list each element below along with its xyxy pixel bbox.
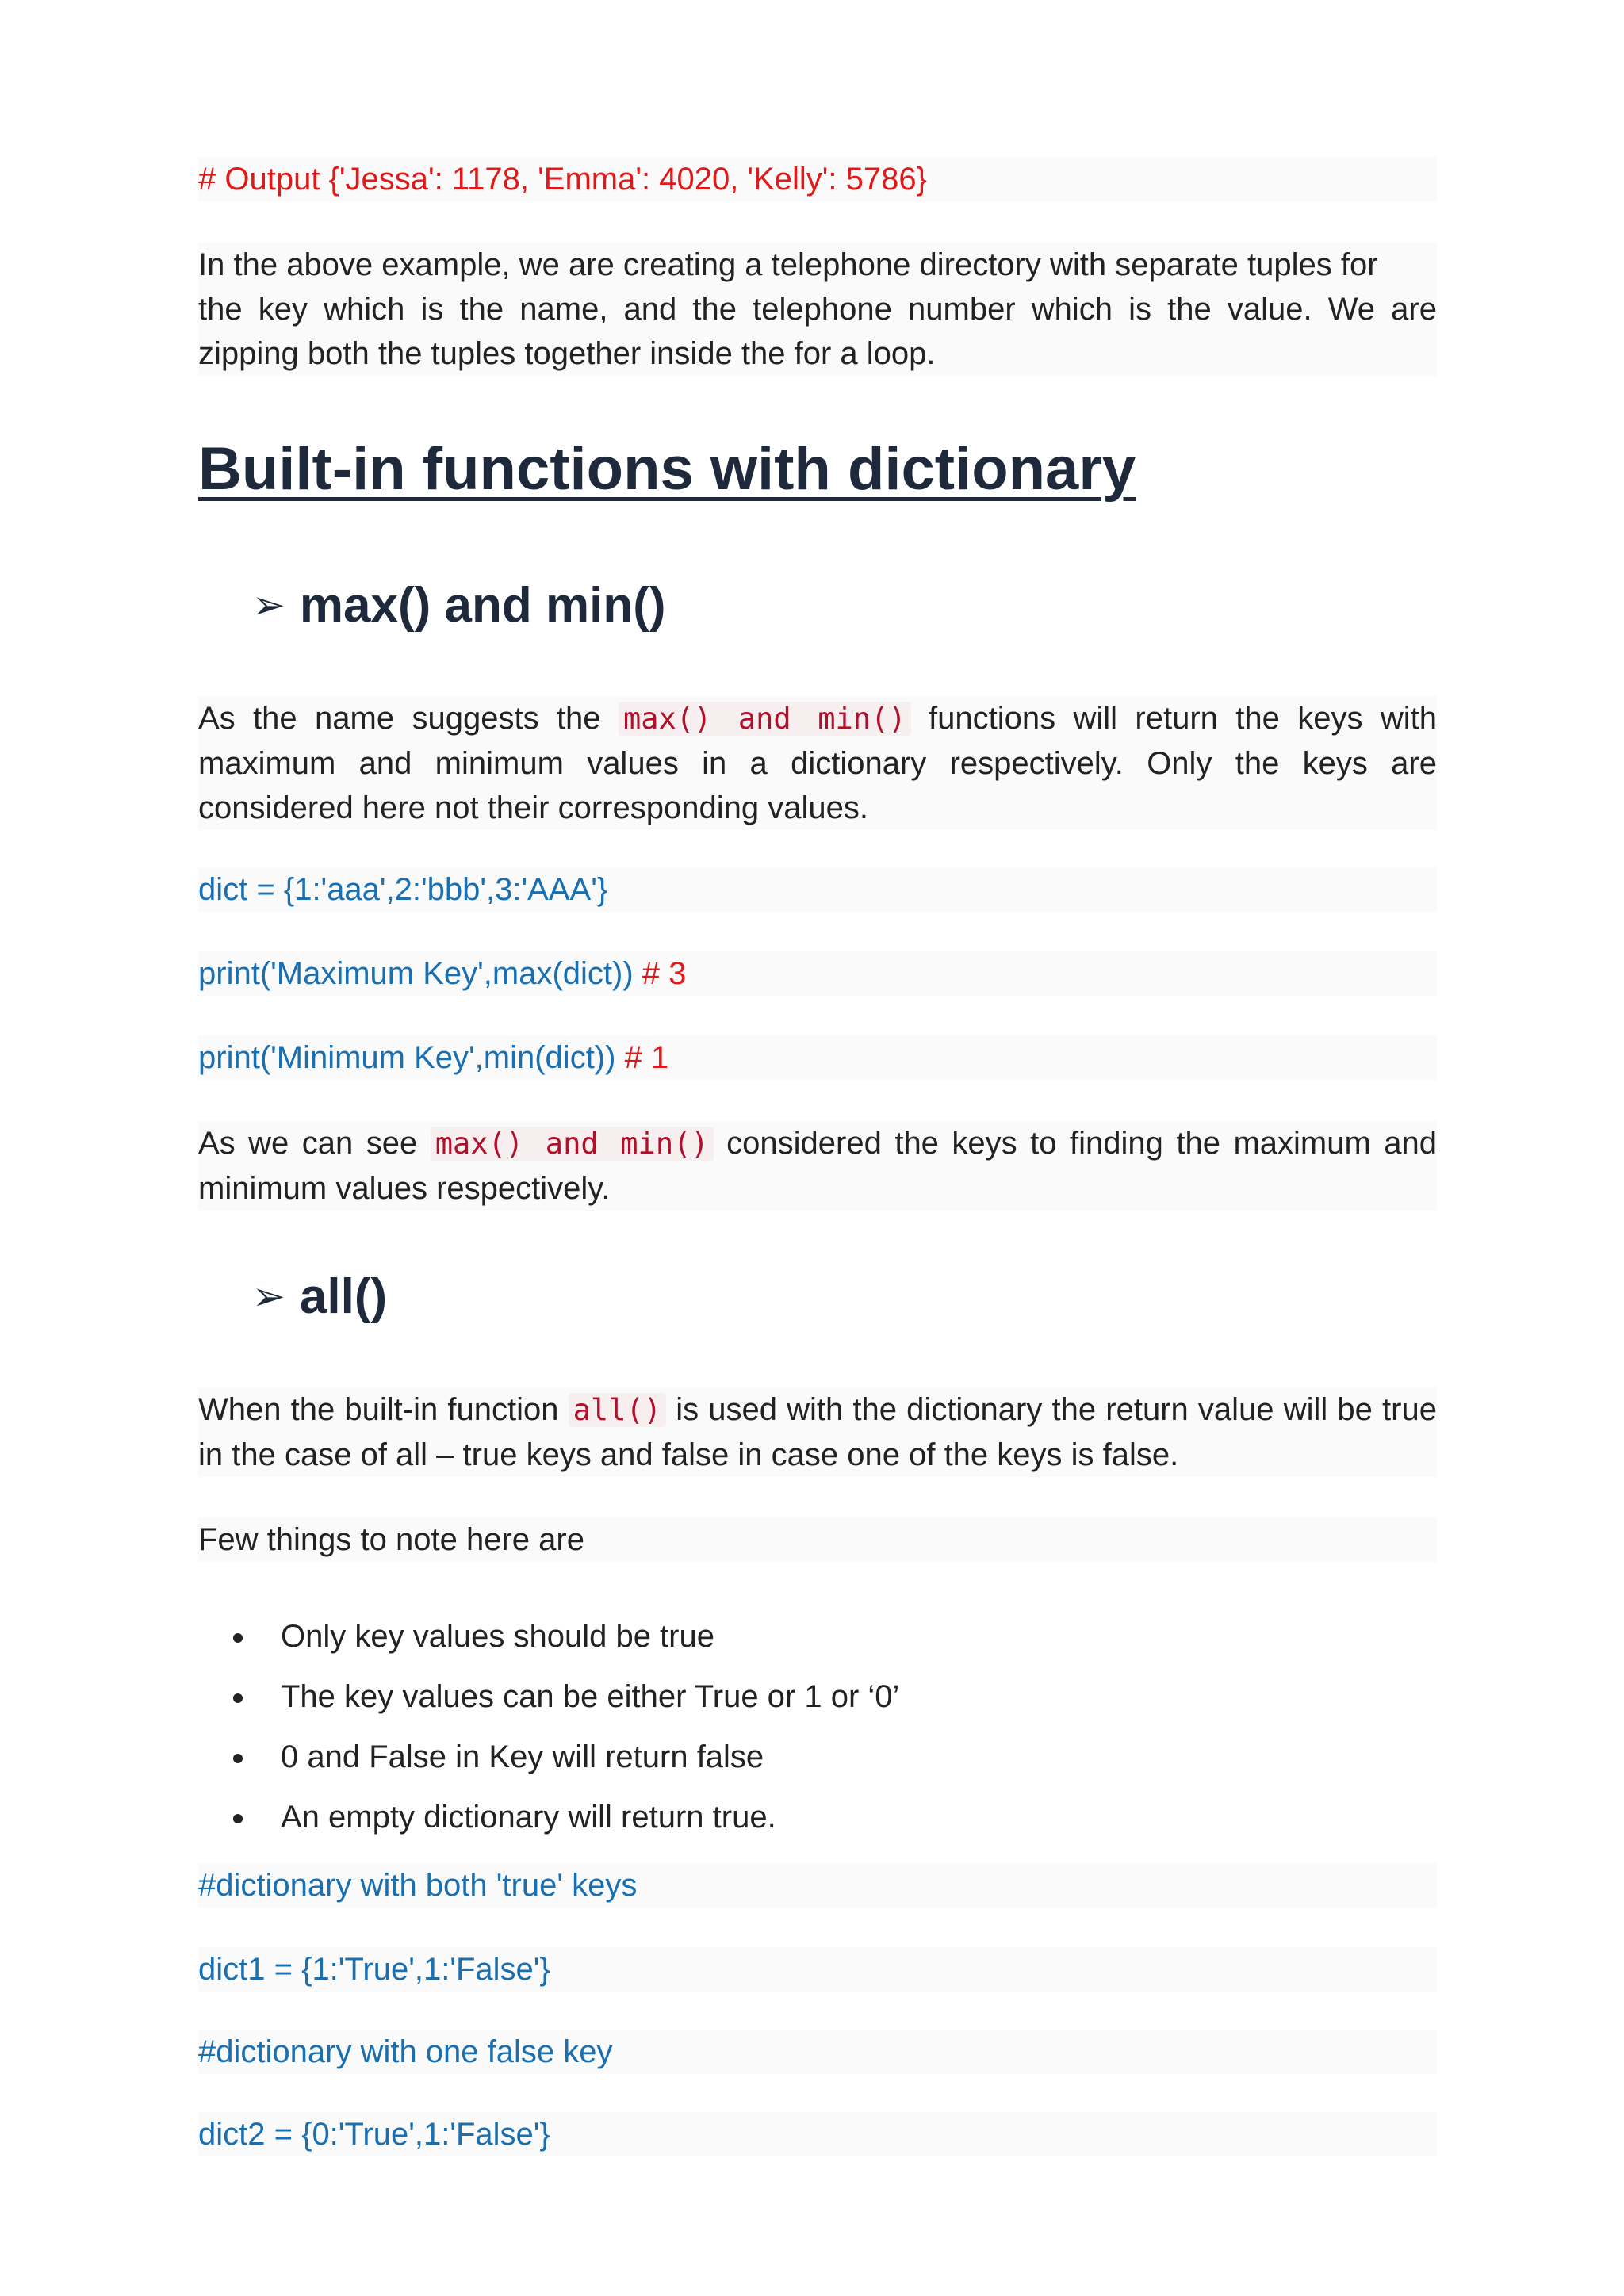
code-dict-definition: dict = {1:'aaa',2:'bbb',3:'AAA'}: [198, 867, 1437, 912]
section-heading-all-text: all(): [299, 1269, 388, 1324]
section-heading-all: [252, 1269, 387, 1325]
list-item: Only key values should be true: [198, 1606, 1437, 1667]
arrow-bullet-icon: ➢: [252, 583, 285, 627]
code-print-max-comment: # 3: [642, 956, 687, 991]
intro-line-3: zipping both the tuples together inside the for a loop.: [198, 336, 936, 371]
code-print-max: [198, 951, 1437, 996]
output-comment: # Output {'Jessa': 1178, 'Emma': 4020, 'Kelly': 5786}: [198, 157, 1437, 201]
intro-paragraph: [198, 243, 1437, 376]
note-intro: Few things to note here are: [198, 1517, 1437, 1562]
list-item: An empty dictionary will return true.: [198, 1787, 1437, 1847]
code-dict1-definition: dict1 = {1:'True',1:'False'}: [198, 1947, 1437, 1992]
conclusion-inline-code: max() and min(): [431, 1127, 714, 1161]
section-heading-maxmin: [252, 577, 666, 633]
all-text-after: is used with the dictionary the return value will be true in the case of all – true keys and false in case one of the keys is false.: [198, 1392, 1437, 1472]
all-text-before: When the built-in function: [198, 1392, 559, 1427]
all-description: [198, 1387, 1437, 1477]
code-dict2-definition: dict2 = {0:'True',1:'False'}: [198, 2112, 1437, 2156]
notes-list: [198, 1606, 1437, 1847]
code-print-min-comment: # 1: [624, 1040, 669, 1075]
conclusion-text-after: considered the keys to finding the maximum and minimum values respectively.: [198, 1126, 1438, 1206]
section-heading-maxmin-text: max() and min(): [299, 578, 666, 633]
maxmin-description: [198, 696, 1437, 830]
maxmin-conclusion: [198, 1121, 1437, 1211]
conclusion-text-before: As we can see: [198, 1126, 418, 1161]
intro-line-1: In the above example, we are creating a telephone directory with separate tuples for: [198, 247, 1378, 282]
code-comment-true-keys: #dictionary with both 'true' keys: [198, 1863, 1437, 1908]
all-inline-code: all(): [569, 1393, 666, 1427]
list-item: 0 and False in Key will return false: [198, 1727, 1437, 1787]
page-title: Built-in functions with dictionary: [198, 435, 1136, 503]
maxmin-inline-code: max() and min(): [619, 702, 911, 736]
code-print-min-main: print('Minimum Key',min(dict)): [198, 1040, 616, 1075]
maxmin-text-before: As the name suggests the: [198, 701, 601, 736]
intro-line-2: the key which is the name, and the telephone number which is the value. We are: [198, 292, 1437, 327]
maxmin-text-after: functions will return the keys with maximum and minimum values in a dictionary respectively. Only the keys are considered here not their corresponding values.: [198, 701, 1438, 825]
list-item: The key values can be either True or 1 or ‘0’: [198, 1667, 1437, 1727]
arrow-bullet-icon: ➢: [252, 1274, 285, 1318]
code-print-max-main: print('Maximum Key',max(dict)): [198, 956, 634, 991]
code-comment-false-key: #dictionary with one false key: [198, 2030, 1437, 2074]
code-print-min: [198, 1035, 1437, 1080]
